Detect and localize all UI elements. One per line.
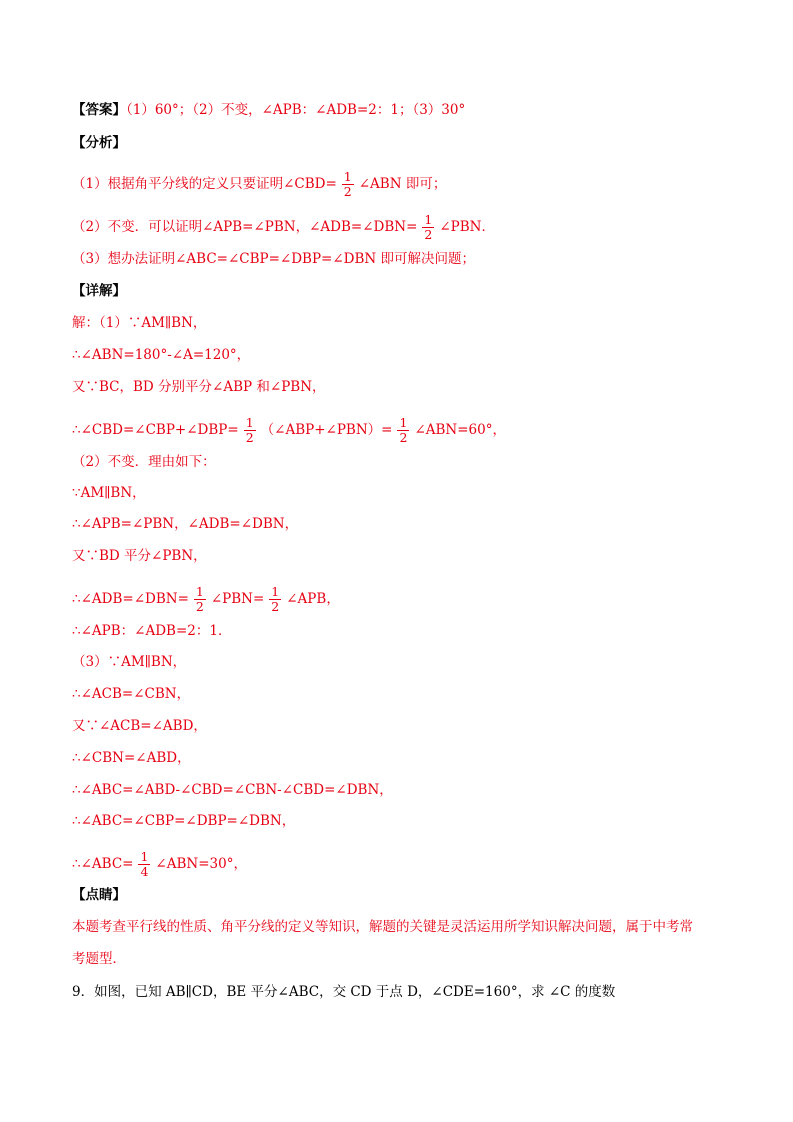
question-9: 9．如图，已知 AB∥CD，BE 平分∠ABC，交 CD 于点 D，∠CDE=160°，求 ∠C 的度数	[72, 984, 616, 1000]
detail-step-9-pre: ∴∠ADB=∠DBN=	[72, 591, 189, 607]
fraction	[269, 585, 281, 614]
detail-step-5: （2）不变．理由如下：	[72, 454, 216, 470]
detail-step-4-pre: ∴∠CBD=∠CBP+∠DBP=	[72, 422, 239, 438]
fraction	[422, 213, 434, 242]
fraction-denominator: 2	[271, 599, 280, 614]
fraction-denominator: 2	[195, 599, 204, 614]
fraction-denominator: 4	[140, 864, 149, 879]
detail-step-4	[72, 416, 506, 445]
fraction-denominator: 2	[424, 227, 433, 242]
fraction-numerator: 1	[271, 584, 280, 599]
detail-step-3: 又∵BC，BD 分别平分∠ABP 和∠PBN，	[72, 379, 326, 395]
analysis-line-2	[72, 213, 495, 242]
detail-step-12: ∴∠ACB=∠CBN，	[72, 686, 191, 702]
comment-line-1: 本题考查平行线的性质、角平分线的定义等知识，解题的关键是灵活运用所学知识解决问题，属于中考常	[72, 919, 693, 935]
detail-step-9-post: ∠APB，	[286, 591, 340, 607]
detail-step-13: 又∵∠ACB=∠ABD，	[72, 718, 207, 734]
fraction-numerator: 1	[424, 212, 433, 227]
detail-step-14: ∴∠CBN=∠ABD，	[72, 750, 191, 766]
detail-step-8: 又∵BD 平分∠PBN，	[72, 548, 207, 564]
analysis-line-2-pre: （2）不变．可以证明∠APB=∠PBN，∠ADB=∠DBN=	[72, 219, 418, 235]
analysis-line-2-post: ∠PBN．	[439, 219, 495, 235]
comment-label: 【点睛】	[72, 887, 126, 903]
fraction-denominator: 2	[245, 430, 254, 445]
fraction	[397, 416, 409, 445]
detail-step-10: ∴∠APB：∠ADB=2：1．	[72, 623, 232, 639]
fraction	[138, 850, 150, 879]
detail-step-17-post: ∠ABN=30°，	[155, 856, 247, 872]
detail-step-17	[72, 850, 247, 879]
analysis-line-1-pre: （1）根据角平分线的定义只要证明∠CBD=	[72, 176, 337, 192]
answer-label: 【答案】	[72, 102, 126, 118]
detail-step-15: ∴∠ABC=∠ABD-∠CBD=∠CBN-∠CBD=∠DBN，	[72, 782, 393, 798]
fraction	[194, 585, 206, 614]
detail-step-4-mid: （∠ABP+∠PBN）=	[260, 422, 393, 438]
fraction-numerator: 1	[195, 584, 204, 599]
detail-step-4-post: ∠ABN=60°，	[414, 422, 506, 438]
fraction-numerator: 1	[245, 415, 254, 430]
fraction-denominator: 2	[343, 184, 352, 199]
fraction-numerator: 1	[343, 169, 352, 184]
detail-step-17-pre: ∴∠ABC=	[72, 856, 134, 872]
fraction	[244, 416, 256, 445]
detail-step-11: （3）∵AM∥BN，	[72, 654, 187, 670]
fraction	[342, 170, 354, 199]
analysis-label: 【分析】	[72, 135, 126, 151]
detail-step-2: ∴∠ABN=180°-∠A=120°，	[72, 347, 251, 363]
answer-text: （1）60°；（2）不变，∠APB：∠ADB=2：1；（3）30°	[126, 102, 466, 118]
detail-step-7: ∴∠APB=∠PBN，∠ADB=∠DBN，	[72, 516, 299, 532]
analysis-line-3: （3）想办法证明∠ABC=∠CBP=∠DBP=∠DBN 即可解决问题；	[72, 251, 476, 267]
detail-step-16: ∴∠ABC=∠CBP=∠DBP=∠DBN，	[72, 813, 296, 829]
detail-step-6: ∵AM∥BN，	[72, 485, 146, 501]
detail-step-1: 解：（1）∵AM∥BN，	[72, 315, 207, 331]
fraction-numerator: 1	[399, 415, 408, 430]
analysis-line-1-post: ∠ABN 即可；	[358, 176, 447, 192]
answer-line	[72, 102, 465, 118]
fraction-denominator: 2	[399, 430, 408, 445]
detail-step-9-mid: ∠PBN=	[210, 591, 265, 607]
detail-label: 【详解】	[72, 283, 126, 299]
analysis-line-1	[72, 170, 446, 199]
comment-line-2: 考题型．	[72, 951, 126, 967]
fraction-numerator: 1	[140, 849, 149, 864]
detail-step-9	[72, 585, 340, 614]
